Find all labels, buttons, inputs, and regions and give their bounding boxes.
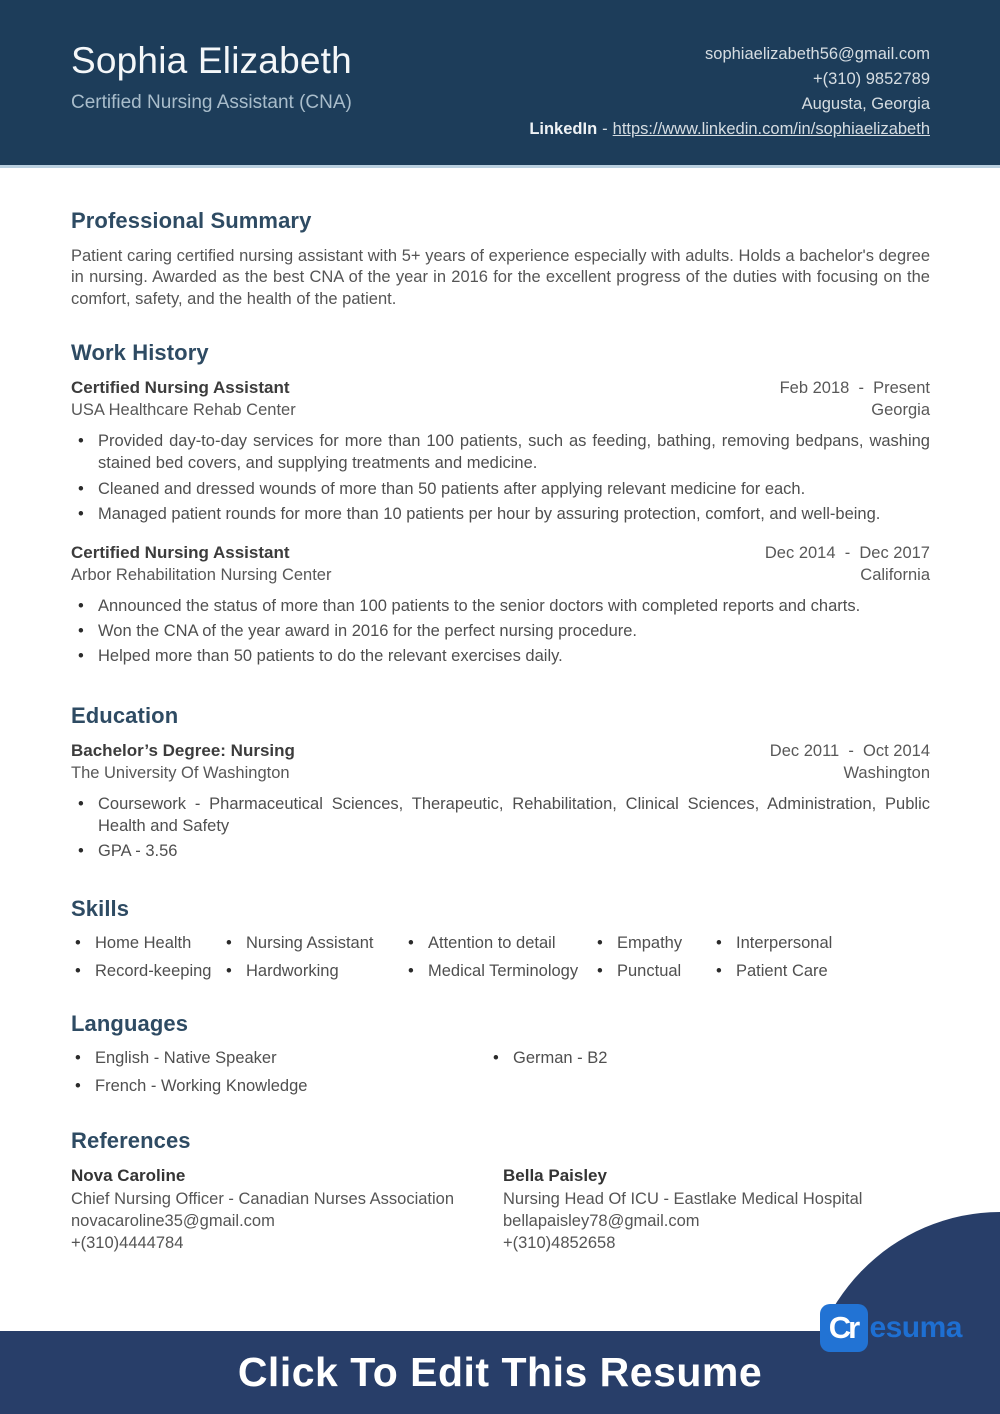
skill-item: • Medical Terminology	[404, 962, 593, 981]
language-item: • German - B2	[489, 1049, 930, 1068]
person-name: Sophia Elizabeth	[71, 40, 352, 81]
section-education	[71, 703, 930, 862]
linkedin-link[interactable]: https://www.linkedin.com/in/sophiaelizabeth	[612, 120, 930, 138]
section-heading-summary: Professional Summary	[71, 208, 312, 233]
summary-text: Patient caring certified nursing assistant with 5+ years of experience especially with adults. Holds a bachelor's degree in nursing. Awarded as the best CNA of the year in 2016 for the excellent progress of the duties with focusing on the comfort, safety, and the health of the patient.	[71, 247, 930, 308]
section-heading-languages: Languages	[71, 1011, 189, 1037]
section-work-history	[71, 340, 930, 667]
section-heading-education: Education	[71, 703, 179, 729]
cresuma-logo[interactable]	[820, 1304, 962, 1352]
education-bullet-list	[71, 793, 930, 862]
edit-resume-label: Click To Edit This Resume	[237, 1349, 763, 1395]
bullet-item: • GPA - 3.56	[71, 840, 930, 862]
skill-item: • Interpersonal	[712, 934, 930, 953]
skill-item: • Nursing Assistant	[222, 934, 404, 953]
section-heading-work: Work History	[71, 340, 209, 366]
reference-email: novacaroline35@gmail.com	[71, 1212, 275, 1231]
education-entry	[71, 741, 930, 862]
section-languages	[71, 1011, 930, 1096]
languages-list	[71, 1049, 930, 1096]
skill-item: • Patient Care	[712, 962, 930, 981]
section-heading-skills: Skills	[71, 896, 130, 922]
resume-body	[0, 168, 1000, 1255]
education-location: Washington	[843, 764, 930, 783]
bullet-item: • Provided day-to-day services for more than 100 patients, such as feeding, bathing, removing bedpans, washing stained bed covers, and supplying treatments and medicine.	[71, 430, 930, 474]
job-bullet-list	[71, 595, 930, 667]
skill-item: • Attention to detail	[404, 934, 593, 953]
reference-name: Bella Paisley	[503, 1166, 607, 1186]
person-job-title: Certified Nursing Assistant (CNA)	[71, 92, 352, 113]
references-grid	[71, 1166, 930, 1254]
bullet-item: • Cleaned and dressed wounds of more than 50 patients after applying relevant medicine for each.	[71, 478, 930, 500]
bullet-item: • Managed patient rounds for more than 10 patients per hour by assuring protection, comfort, and well-being.	[71, 503, 930, 525]
job-title: Certified Nursing Assistant	[71, 542, 290, 562]
degree-title: Bachelor’s Degree: Nursing	[71, 741, 295, 761]
skill-item: • Empathy	[593, 934, 712, 953]
cresuma-logo-text: esuma	[869, 1311, 962, 1344]
section-references	[71, 1128, 930, 1254]
education-period: Dec 2011 - Oct 2014	[769, 742, 930, 761]
reference-phone: +(310)4852658	[503, 1233, 616, 1252]
job-company: Arbor Rehabilitation Nursing Center	[71, 565, 332, 584]
job-location: California	[860, 565, 930, 584]
bullet-item: • Won the CNA of the year award in 2016 for the perfect nursing procedure.	[71, 620, 930, 642]
section-heading-references: References	[71, 1128, 191, 1154]
reference-email: bellapaisley78@gmail.com	[503, 1212, 700, 1231]
job-bullet-list	[71, 430, 930, 524]
job-location: Georgia	[871, 401, 930, 420]
skills-list	[71, 934, 930, 981]
skill-item: • Home Health	[71, 934, 222, 953]
job-title: Certified Nursing Assistant	[71, 378, 290, 398]
contact-location: Augusta, Georgia	[801, 95, 930, 113]
cresuma-logo-icon: Cr	[820, 1304, 868, 1352]
job-entry	[71, 543, 930, 667]
reference-card	[71, 1166, 503, 1254]
contact-email: sophiaelizabeth56@gmail.com	[705, 45, 930, 63]
reference-name: Nova Caroline	[71, 1166, 186, 1186]
skill-item: • Hardworking	[222, 962, 404, 981]
reference-card	[503, 1166, 930, 1254]
contact-linkedin-line	[529, 117, 930, 141]
school-name: The University Of Washington	[71, 764, 290, 783]
contact-block	[529, 42, 930, 165]
job-period: Feb 2018 - Present	[779, 379, 930, 398]
job-company: USA Healthcare Rehab Center	[71, 401, 296, 420]
header-identity	[71, 40, 352, 165]
section-professional-summary	[71, 208, 930, 310]
language-item: • English - Native Speaker	[71, 1049, 489, 1068]
skill-item: • Record-keeping	[71, 962, 222, 981]
bullet-item: • Announced the status of more than 100 patients to the senior doctors with completed reports and charts.	[71, 595, 930, 617]
language-item: • French - Working Knowledge	[71, 1077, 489, 1096]
linkedin-separator: -	[602, 120, 608, 138]
linkedin-label: LinkedIn	[529, 120, 598, 138]
job-entry	[71, 378, 930, 524]
bullet-item: • Coursework - Pharmaceutical Sciences, Therapeutic, Rehabilitation, Clinical Sciences, Administration, Public Health and Safety	[71, 793, 930, 837]
reference-role: Nursing Head Of ICU - Eastlake Medical Hospital	[503, 1190, 863, 1209]
bullet-item: • Helped more than 50 patients to do the relevant exercises daily.	[71, 645, 930, 667]
skill-item: • Punctual	[593, 962, 712, 981]
reference-role: Chief Nursing Officer - Canadian Nurses Association	[71, 1190, 455, 1209]
reference-phone: +(310)4444784	[71, 1233, 184, 1252]
section-skills	[71, 896, 930, 981]
job-period: Dec 2014 - Dec 2017	[764, 543, 930, 562]
contact-phone: +(310) 9852789	[813, 70, 930, 88]
resume-header	[0, 0, 1000, 165]
